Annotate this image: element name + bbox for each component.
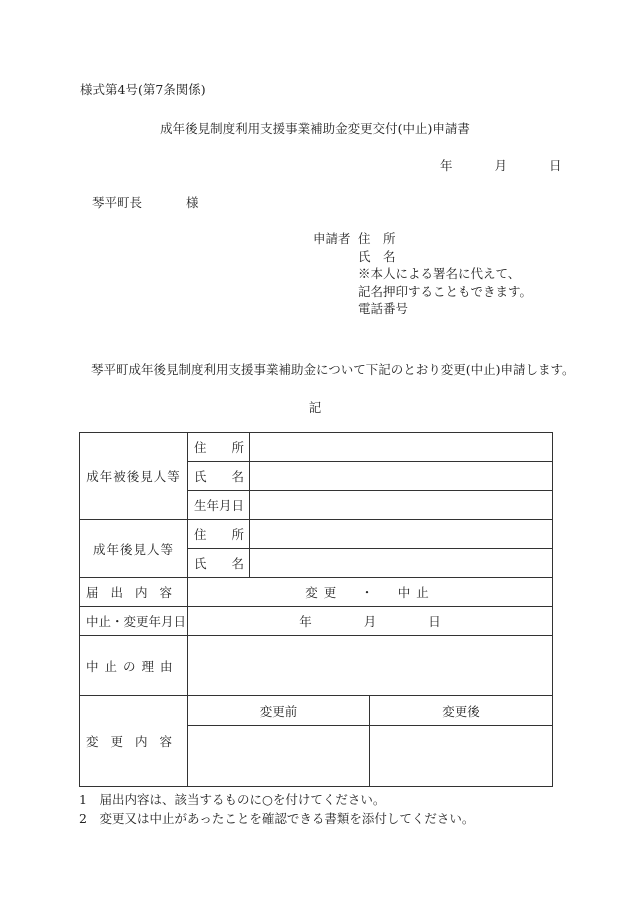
before-header: 変更前 [188, 696, 370, 726]
change-date-year: 年 [299, 614, 312, 629]
applicant-address-label: 住 所 [358, 231, 396, 246]
form-title: 成年後見制度利用支援事業補助金変更交付(中止)申請書 [160, 121, 470, 136]
applicant-name-label: 氏 名 [358, 248, 396, 264]
guardian-label: 成年後見人等 [80, 520, 188, 578]
report-label: 届出内容 [80, 578, 188, 607]
ward-birth-label: 生年月日 [188, 491, 250, 520]
applicant-label: 申請者 [313, 231, 351, 246]
applicant-note-line1: ※本人による署名に代えて、 [358, 266, 521, 281]
after-header: 変更後 [370, 696, 553, 726]
addressee [92, 193, 199, 211]
ki-heading: 記 [308, 400, 322, 415]
report-value[interactable]: 変更 ・ 中止 [188, 578, 553, 607]
ward-label: 成年被後見人等 [80, 433, 188, 520]
change-date-label: 中止・変更年月日 [80, 607, 188, 636]
date-line [440, 156, 561, 174]
change-date-field[interactable] [188, 607, 553, 636]
addressee-honorific: 様 [186, 195, 199, 210]
ward-name-label: 氏 名 [188, 462, 250, 491]
guardian-address-field[interactable] [250, 520, 553, 549]
change-date-month: 月 [363, 614, 377, 629]
date-month: 月 [494, 158, 507, 173]
ward-birth-field[interactable] [250, 491, 553, 520]
applicant-note-line2: 記名押印することもできます。 [358, 283, 533, 299]
application-table [79, 432, 553, 787]
note-1: 1 届出内容は、該当するものに○を付けてください。 [79, 792, 386, 807]
ward-address-label: 住 所 [188, 433, 250, 462]
applicant-phone-label: 電話番号 [358, 301, 409, 316]
ward-name-field[interactable] [250, 462, 553, 491]
ward-address-field[interactable] [250, 433, 553, 462]
change-date-day: 日 [428, 614, 441, 629]
reason-field[interactable] [188, 636, 553, 696]
guardian-name-label: 氏 名 [188, 549, 250, 578]
addressee-name: 琴平町長 [92, 195, 143, 210]
date-year: 年 [440, 158, 453, 173]
change-content-label: 変更内容 [80, 696, 188, 787]
date-day: 日 [548, 158, 562, 173]
applicant-block [313, 230, 532, 318]
body-statement: 琴平町成年後見制度利用支援事業補助金について下記のとおり変更(中止)申請します。 [91, 362, 575, 377]
note-2: 2 変更又は中止があったことを確認できる書類を添付してください。 [79, 811, 475, 826]
reason-label: 中止の理由 [80, 636, 188, 696]
notes [79, 790, 474, 828]
guardian-name-field[interactable] [250, 549, 553, 578]
after-field[interactable] [370, 726, 553, 787]
before-field[interactable] [188, 726, 370, 787]
guardian-address-label: 住 所 [188, 520, 250, 549]
form-number: 様式第4号(第7条関係) [80, 82, 206, 97]
